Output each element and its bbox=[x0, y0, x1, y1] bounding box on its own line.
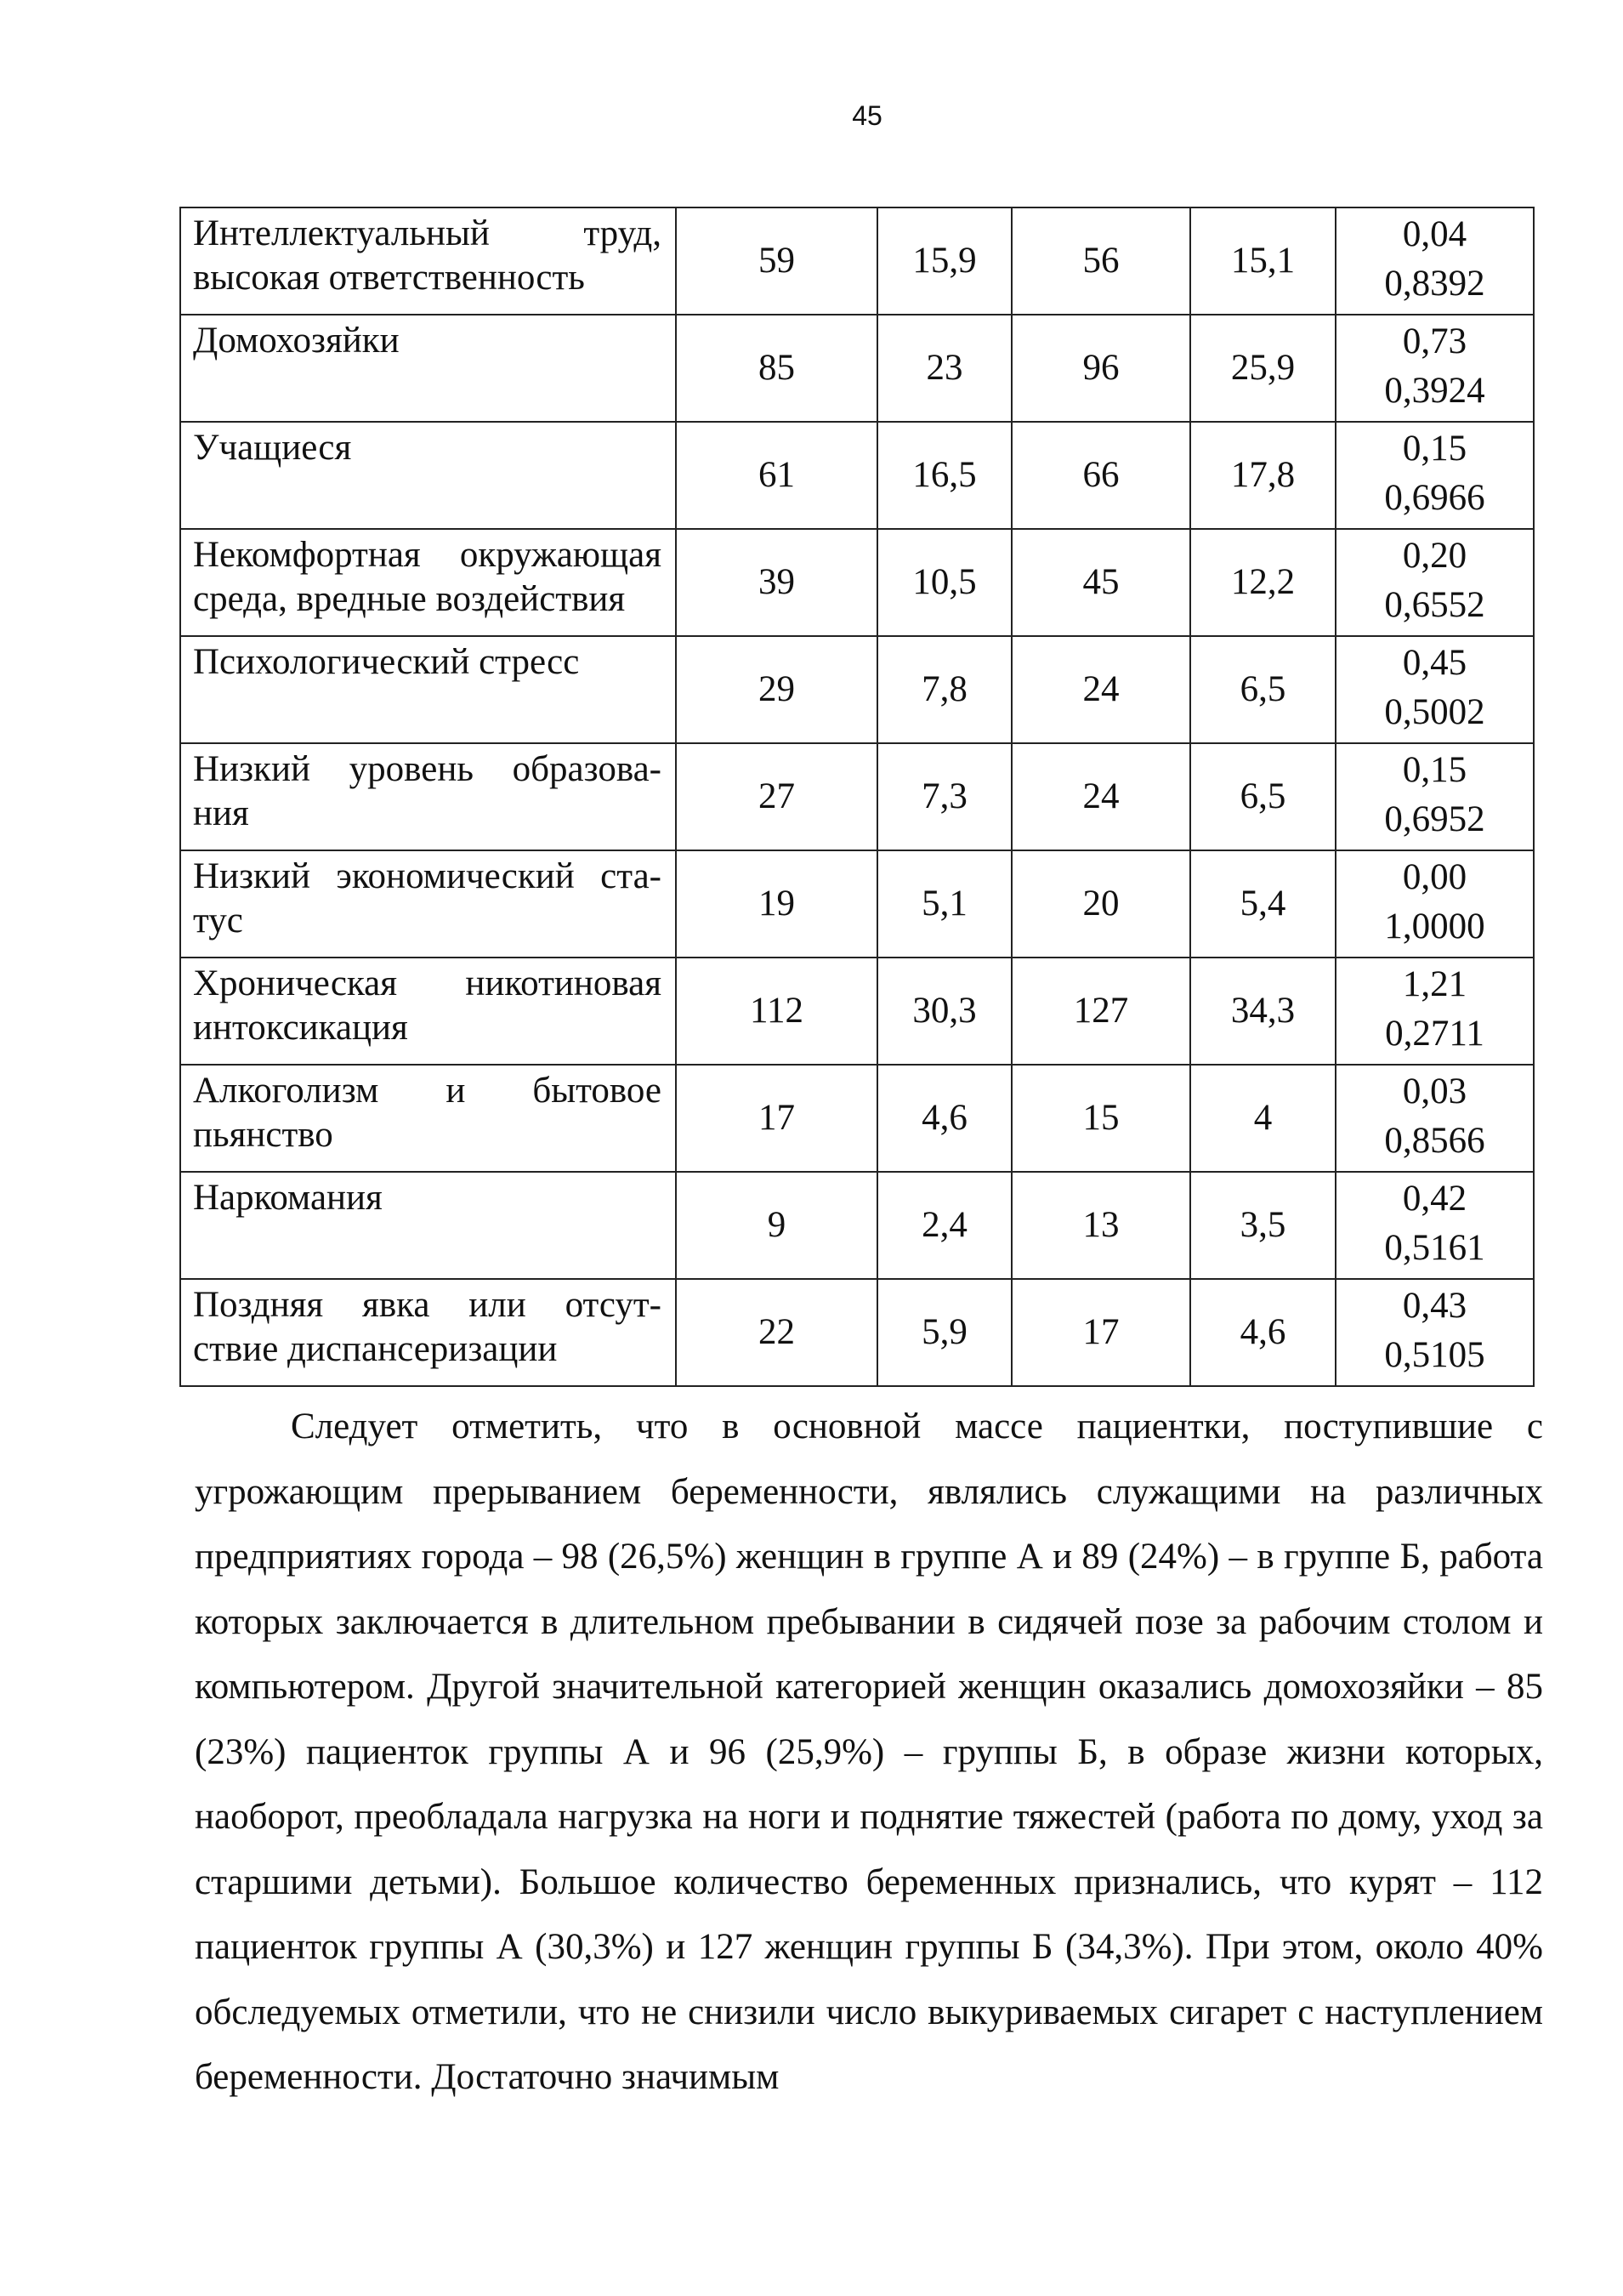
row-label-line: Поздняя явка или отсут- bbox=[193, 1285, 661, 1325]
cell-n-b: 24 bbox=[1012, 743, 1190, 850]
cell-p: 0,8566 bbox=[1384, 1121, 1485, 1161]
cell-n-b: 20 bbox=[1012, 850, 1190, 958]
row-label bbox=[180, 743, 676, 850]
cell-p: 1,0000 bbox=[1384, 906, 1485, 946]
cell-n-b: 24 bbox=[1012, 636, 1190, 743]
cell-chi2: 1,21 bbox=[1402, 964, 1467, 1004]
table-row bbox=[180, 207, 1534, 315]
row-label-line: Психологический стресс bbox=[193, 642, 580, 682]
cell-chi2: 0,04 bbox=[1402, 214, 1467, 254]
row-label-line: тус bbox=[193, 901, 243, 941]
cell-n-a: 39 bbox=[676, 529, 877, 636]
table-row bbox=[180, 743, 1534, 850]
cell-n-a: 29 bbox=[676, 636, 877, 743]
cell-pct-a: 7,8 bbox=[877, 636, 1012, 743]
cell-pct-b: 4 bbox=[1190, 1065, 1336, 1172]
table-row bbox=[180, 850, 1534, 958]
cell-chi2-p bbox=[1336, 850, 1534, 958]
row-label-line: ния bbox=[193, 793, 249, 833]
cell-n-a: 19 bbox=[676, 850, 877, 958]
row-label-line: пьянство bbox=[193, 1115, 333, 1155]
row-label-line: Домохозяйки bbox=[193, 321, 400, 361]
table-row bbox=[180, 1065, 1534, 1172]
cell-pct-b: 17,8 bbox=[1190, 422, 1336, 529]
cell-chi2: 0,45 bbox=[1402, 643, 1467, 683]
table-row bbox=[180, 636, 1534, 743]
row-label-line: среда, вредные воздействия bbox=[193, 579, 626, 619]
row-label bbox=[180, 529, 676, 636]
cell-pct-a: 10,5 bbox=[877, 529, 1012, 636]
row-label-line: Низкий экономический ста- bbox=[193, 856, 661, 896]
cell-n-a: 112 bbox=[676, 958, 877, 1065]
row-label bbox=[180, 1065, 676, 1172]
cell-chi2-p bbox=[1336, 1279, 1534, 1386]
cell-chi2: 0,03 bbox=[1402, 1071, 1467, 1111]
cell-p: 0,8392 bbox=[1384, 264, 1485, 304]
row-label-line: Хроническая никотиновая bbox=[193, 963, 661, 1003]
cell-pct-a: 5,1 bbox=[877, 850, 1012, 958]
cell-p: 0,6952 bbox=[1384, 799, 1485, 839]
cell-pct-a: 15,9 bbox=[877, 207, 1012, 315]
row-label bbox=[180, 422, 676, 529]
cell-p: 0,6552 bbox=[1384, 585, 1485, 625]
cell-pct-a: 5,9 bbox=[877, 1279, 1012, 1386]
cell-pct-a: 7,3 bbox=[877, 743, 1012, 850]
row-label bbox=[180, 850, 676, 958]
cell-n-a: 17 bbox=[676, 1065, 877, 1172]
table-row bbox=[180, 529, 1534, 636]
cell-n-b: 13 bbox=[1012, 1172, 1190, 1279]
cell-pct-b: 34,3 bbox=[1190, 958, 1336, 1065]
cell-chi2-p bbox=[1336, 529, 1534, 636]
cell-pct-b: 4,6 bbox=[1190, 1279, 1336, 1386]
row-label-line: интоксикация bbox=[193, 1008, 408, 1048]
cell-p: 0,5105 bbox=[1384, 1335, 1485, 1375]
row-label bbox=[180, 207, 676, 315]
cell-chi2-p bbox=[1336, 1172, 1534, 1279]
row-label bbox=[180, 1279, 676, 1386]
cell-pct-a: 4,6 bbox=[877, 1065, 1012, 1172]
cell-pct-b: 15,1 bbox=[1190, 207, 1336, 315]
cell-n-a: 9 bbox=[676, 1172, 877, 1279]
cell-n-b: 127 bbox=[1012, 958, 1190, 1065]
cell-n-b: 56 bbox=[1012, 207, 1190, 315]
row-label bbox=[180, 315, 676, 422]
cell-pct-b: 6,5 bbox=[1190, 636, 1336, 743]
page-number: 45 bbox=[852, 100, 882, 131]
paragraph: Следует отметить, что в основной массе пациентки, поступившие с угрожающим прерыванием беременности, являлись служащими на различных предприятиях города – 98 (26,5%) женщин в группе А и 89 (24%) – в группе Б, работа которых заключается в длительном пребывании в сидячей позе за рабочим столом и компьютером. Другой значительной категорией женщин оказались домохозяйки – 85 (23%) пациенток группы А и 96 (25,9%) – группы Б, в образе жизни которых, наоборот, преобладала нагрузка на ноги и поднятие тяжестей (работа по дому, уход за старшими детьми). Большое количество беременных признались, что курят – 112 пациенток группы А (30,3%) и 127 женщин группы Б (34,3%). При этом, около 40% обследуемых отметили, что не снизили число выкуриваемых сигарет с наступлением беременности. Достаточно значимым bbox=[195, 1407, 1543, 2097]
cell-p: 0,6966 bbox=[1384, 478, 1485, 518]
cell-pct-b: 3,5 bbox=[1190, 1172, 1336, 1279]
cell-n-a: 27 bbox=[676, 743, 877, 850]
table-row bbox=[180, 1172, 1534, 1279]
cell-pct-b: 5,4 bbox=[1190, 850, 1336, 958]
cell-chi2: 0,42 bbox=[1402, 1179, 1467, 1219]
row-label bbox=[180, 636, 676, 743]
cell-n-b: 45 bbox=[1012, 529, 1190, 636]
cell-chi2-p bbox=[1336, 1065, 1534, 1172]
cell-chi2: 0,43 bbox=[1402, 1286, 1467, 1326]
row-label bbox=[180, 1172, 676, 1279]
row-label bbox=[180, 958, 676, 1065]
cell-n-a: 22 bbox=[676, 1279, 877, 1386]
row-label-line: ствие диспансеризации bbox=[193, 1329, 558, 1369]
cell-chi2-p bbox=[1336, 422, 1534, 529]
cell-p: 0,5002 bbox=[1384, 692, 1485, 732]
cell-n-b: 15 bbox=[1012, 1065, 1190, 1172]
cell-n-a: 61 bbox=[676, 422, 877, 529]
cell-n-a: 59 bbox=[676, 207, 877, 315]
cell-chi2-p bbox=[1336, 315, 1534, 422]
risk-factors-table bbox=[179, 207, 1535, 1387]
cell-p: 0,2711 bbox=[1385, 1014, 1484, 1054]
cell-chi2: 0,15 bbox=[1402, 429, 1467, 469]
cell-chi2-p bbox=[1336, 207, 1534, 315]
row-label-line: Наркомания bbox=[193, 1178, 383, 1218]
cell-n-b: 96 bbox=[1012, 315, 1190, 422]
cell-p: 0,5161 bbox=[1384, 1228, 1485, 1268]
cell-chi2: 0,20 bbox=[1402, 536, 1467, 576]
cell-n-b: 66 bbox=[1012, 422, 1190, 529]
cell-chi2: 0,15 bbox=[1402, 750, 1467, 790]
table-row bbox=[180, 422, 1534, 529]
row-label-line: Алкоголизм и бытовое bbox=[193, 1071, 661, 1111]
table-row bbox=[180, 1279, 1534, 1386]
cell-p: 0,3924 bbox=[1384, 371, 1485, 411]
row-label-line: Интеллектуальный труд, bbox=[193, 213, 661, 253]
cell-pct-a: 16,5 bbox=[877, 422, 1012, 529]
cell-chi2: 0,00 bbox=[1402, 857, 1467, 897]
cell-pct-a: 30,3 bbox=[877, 958, 1012, 1065]
table-row bbox=[180, 958, 1534, 1065]
row-label-line: Учащиеся bbox=[193, 428, 352, 468]
cell-pct-a: 23 bbox=[877, 315, 1012, 422]
cell-chi2-p bbox=[1336, 636, 1534, 743]
cell-chi2-p bbox=[1336, 958, 1534, 1065]
table-row bbox=[180, 315, 1534, 422]
body-text bbox=[195, 1395, 1543, 2111]
row-label-line: Низкий уровень образова- bbox=[193, 749, 661, 789]
cell-pct-b: 25,9 bbox=[1190, 315, 1336, 422]
cell-chi2-p bbox=[1336, 743, 1534, 850]
row-label-line: высокая ответственность bbox=[193, 258, 585, 298]
cell-pct-b: 6,5 bbox=[1190, 743, 1336, 850]
cell-chi2: 0,73 bbox=[1402, 321, 1467, 361]
cell-pct-b: 12,2 bbox=[1190, 529, 1336, 636]
cell-n-a: 85 bbox=[676, 315, 877, 422]
cell-pct-a: 2,4 bbox=[877, 1172, 1012, 1279]
row-label-line: Некомфортная окружающая bbox=[193, 535, 661, 575]
cell-n-b: 17 bbox=[1012, 1279, 1190, 1386]
